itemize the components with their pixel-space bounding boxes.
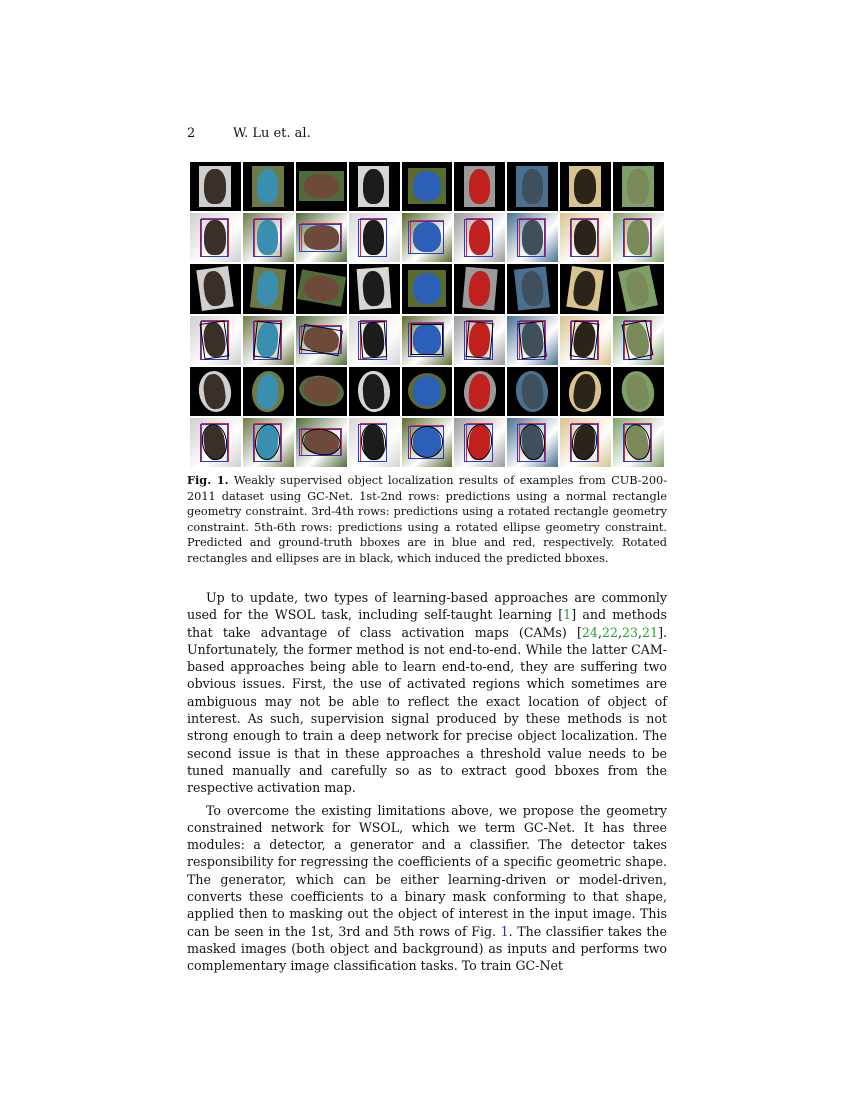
citation-link-1[interactable]: 1 (563, 607, 572, 623)
caption-text: Weakly supervised object localization results of examples from CUB-200-2011 dataset using GC-Net. 1st-2nd rows: predictions using a normal rectangle geometry constraint. 3rd-4th rows: predictions using a rotated rectangle geometry constraint. 5th-6th rows: predictions using a rotated ellipse geometry constraint. Predicted and ground-truth bboxes are in blue and red, respectively. Rotated rectangles and ellipses are in black, which induced the predicted bboxes. (187, 474, 668, 565)
figure-caption (187, 473, 667, 567)
rotated-rectangle (465, 321, 494, 359)
citation-link-23[interactable]: 23 (622, 624, 639, 640)
body-text (187, 589, 667, 980)
figure-thumbnail (613, 213, 664, 262)
figure-thumbnail (349, 418, 400, 467)
citation-link-21[interactable]: 21 (642, 624, 659, 640)
running-header (187, 126, 311, 141)
figure-thumbnail (507, 367, 558, 416)
figure-thumbnail (454, 418, 505, 467)
predicted-bbox (464, 219, 492, 257)
figure-thumbnail (243, 418, 294, 467)
figure-thumbnail (296, 162, 347, 211)
figure-thumbnail (613, 316, 664, 365)
predicted-bbox (200, 219, 228, 257)
figure-thumbnail (402, 213, 453, 262)
running-head-authors: W. Lu et. al. (233, 126, 311, 141)
citation-separator: , (597, 624, 602, 640)
rotated-rectangle (411, 324, 444, 355)
figure-thumbnail (454, 367, 505, 416)
figure-thumbnail (296, 316, 347, 365)
citation-link-24[interactable]: 24 (581, 624, 598, 640)
page-number: 2 (187, 126, 196, 141)
figure-thumbnail (296, 213, 347, 262)
bird-figure (627, 169, 648, 204)
figure-thumbnail (349, 264, 400, 313)
rotated-rectangle (518, 321, 547, 360)
figure-thumbnail (243, 264, 294, 313)
figure-thumbnail (454, 213, 505, 262)
bird-figure (413, 273, 441, 303)
predicted-bbox (408, 221, 444, 254)
rotated-rectangle (360, 321, 388, 359)
figure-thumbnail (613, 264, 664, 313)
figure-thumbnail (349, 367, 400, 416)
figure-thumbnail (402, 367, 453, 416)
figure-thumbnail (613, 418, 664, 467)
figure-thumbnail (507, 162, 558, 211)
figure-thumbnail (613, 367, 664, 416)
figure-thumbnail (507, 213, 558, 262)
bird-figure (574, 169, 595, 204)
paragraph-2 (187, 802, 667, 975)
bird-figure (257, 169, 278, 204)
figure-thumbnail (560, 264, 611, 313)
figure-thumbnail (560, 367, 611, 416)
figure-thumbnail (190, 316, 241, 365)
figure-thumbnail (402, 162, 453, 211)
paragraph-1-part-2: ] and methods that take advantage of class activation maps (CAMs) [ (187, 607, 667, 640)
figure-1-grid (190, 162, 664, 467)
figure-thumbnail (613, 162, 664, 211)
figure-thumbnail (507, 316, 558, 365)
paragraph-1-part-1: Up to update, two types of learning-based approaches are commonly used for the WSOL task, including self-taught learning [ (187, 590, 667, 623)
figure-thumbnail (190, 418, 241, 467)
figure-thumbnail (560, 418, 611, 467)
figure-thumbnail (243, 213, 294, 262)
paragraph-2-part-2: . The classifier takes the masked images (both object and background) as inputs and performs two complementary image classification tasks. To train GC-Net (187, 923, 667, 974)
paragraph-2-part-1: To overcome the existing limitations above, we propose the geometry constrained network for WSOL, which we term GC-Net. It has three modules: a detector, a generator and a classifier. The detector takes responsibility for regressing the coefficients of a specific geometric shape. The generator, which can be either learning-driven or model-driven, converts these coefficients to a binary mask conforming to that shape, applied then to masking out the object of interest in the input image. This can be seen in the 1st, 3rd and 5th rows of Fig. (187, 802, 667, 939)
figure-thumbnail (190, 162, 241, 211)
figure-thumbnail (560, 213, 611, 262)
bird-figure (304, 174, 339, 199)
predicted-bbox (299, 224, 341, 252)
figure-thumbnail (296, 264, 347, 313)
figure-thumbnail (507, 418, 558, 467)
figure-thumbnail (454, 162, 505, 211)
figure-thumbnail (402, 316, 453, 365)
figure-thumbnail (560, 316, 611, 365)
citation-separator: , (638, 624, 643, 640)
figure-thumbnail (243, 162, 294, 211)
predicted-bbox (570, 219, 598, 257)
rotated-rectangle (200, 320, 230, 360)
rotated-rectangle (253, 321, 282, 360)
citation-link-22[interactable]: 22 (601, 624, 618, 640)
figure-thumbnail (349, 316, 400, 365)
figure-thumbnail (349, 162, 400, 211)
citation-separator: , (617, 624, 622, 640)
figure-thumbnail (190, 213, 241, 262)
figure-thumbnail (190, 264, 241, 313)
predicted-bbox (358, 219, 386, 257)
figure-thumbnail (296, 367, 347, 416)
figure-thumbnail (454, 316, 505, 365)
figure-thumbnail (560, 162, 611, 211)
paragraph-1-part-3: ]. Unfortunately, the former method is not end-to-end. While the latter CAM-based approaches being able to learn end-to-end, they are suffering two obvious issues. First, the use of activated regions which sometimes are ambiguous may not be able to reflect the exact location of object of interest. As such, supervision signal produced by these methods is not strong enough to train a deep network for precise object localization. The second issue is that in these approaches a threshold value needs to be tuned manually and carefully so as to extract good bboxes from the respective activation map. (187, 624, 667, 796)
predicted-bbox (623, 219, 651, 257)
paragraph-1 (187, 589, 667, 797)
bird-figure (413, 171, 441, 201)
bird-figure (363, 169, 384, 204)
figure-thumbnail (243, 367, 294, 416)
predicted-bbox (517, 219, 545, 257)
figure-thumbnail (190, 367, 241, 416)
figure-label: Fig. 1. (187, 473, 229, 487)
figure-thumbnail (296, 418, 347, 467)
bird-figure (522, 169, 543, 204)
figure-thumbnail (507, 264, 558, 313)
bird-figure (469, 169, 490, 204)
predicted-bbox (253, 219, 281, 257)
bird-figure (204, 169, 225, 204)
figure-thumbnail (402, 418, 453, 467)
figure-thumbnail (454, 264, 505, 313)
bird-figure (413, 376, 441, 406)
figure-reference-link[interactable]: 1 (500, 923, 509, 939)
figure-thumbnail (349, 213, 400, 262)
figure-thumbnail (402, 264, 453, 313)
rotated-ellipse (411, 426, 444, 457)
figure-thumbnail (243, 316, 294, 365)
